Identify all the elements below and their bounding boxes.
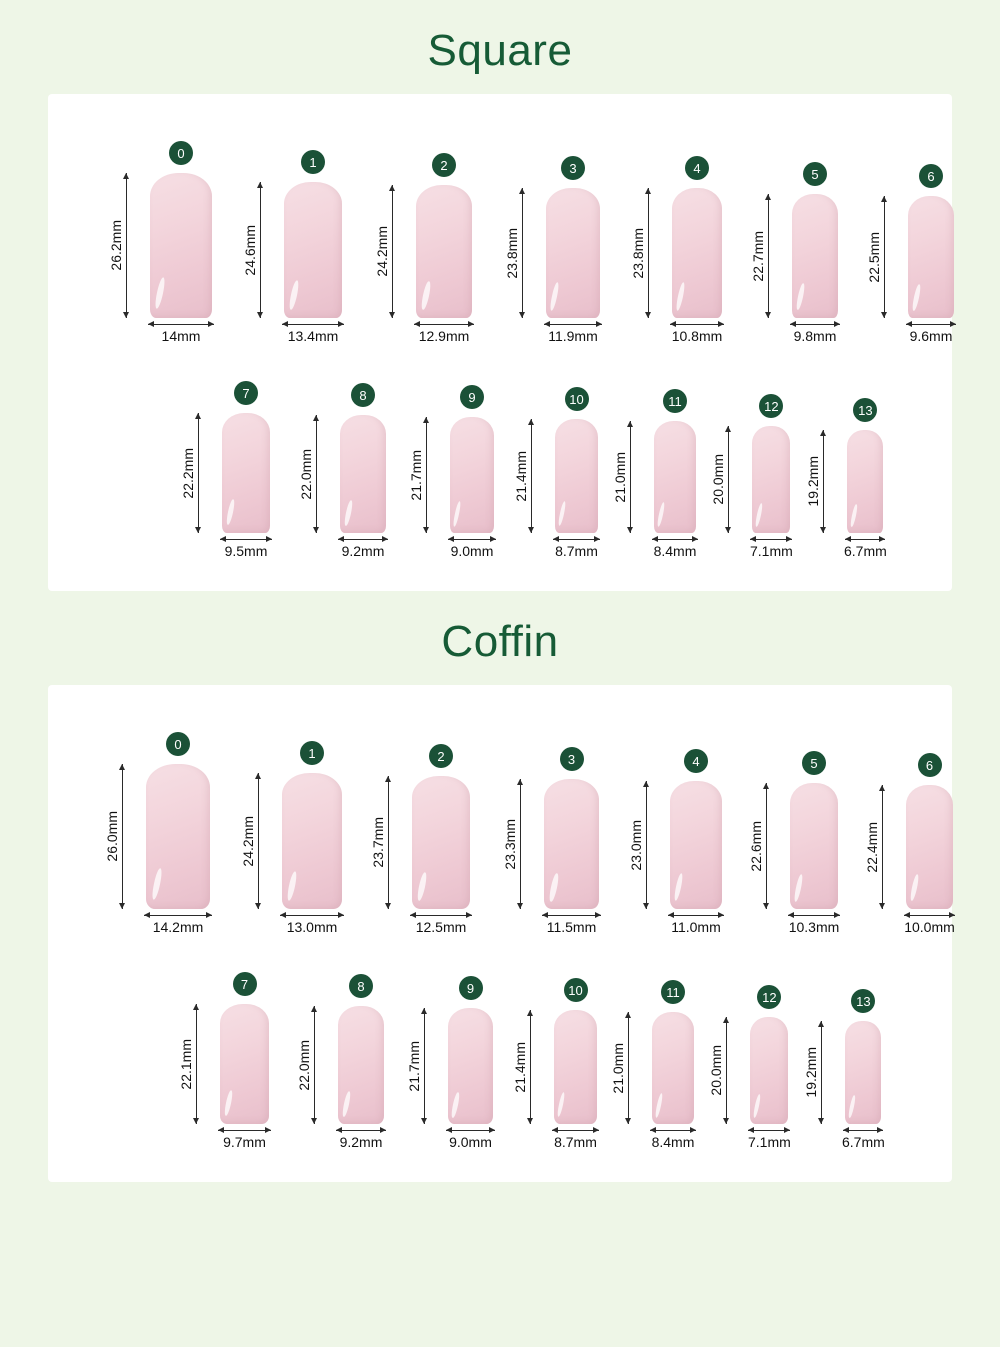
nail-size-item[interactable] xyxy=(394,976,495,1150)
size-badge: 1 xyxy=(301,150,325,174)
height-measure xyxy=(748,783,767,909)
size-badge: 4 xyxy=(684,749,708,773)
height-measure xyxy=(708,1017,727,1124)
width-measure xyxy=(448,539,496,559)
nail-highlight xyxy=(847,1095,855,1118)
nail-highlight xyxy=(451,1091,461,1117)
height-label: 21.4mm xyxy=(512,1041,528,1093)
section-coffin xyxy=(0,591,1000,1182)
height-arrow xyxy=(316,415,317,533)
size-badge: 9 xyxy=(460,385,484,409)
width-measure xyxy=(844,539,887,559)
height-arrow xyxy=(314,1006,315,1124)
nail-size-item[interactable] xyxy=(616,749,724,935)
nail-highlight xyxy=(755,503,764,527)
height-measure xyxy=(502,779,521,909)
height-label: 22.7mm xyxy=(750,230,766,282)
size-badge: 10 xyxy=(565,387,589,411)
height-arrow xyxy=(821,1021,822,1124)
size-badge: 2 xyxy=(432,153,456,177)
width-label: 9.0mm xyxy=(450,543,494,559)
width-arrow xyxy=(652,539,698,540)
width-label: 9.7mm xyxy=(223,1134,266,1150)
size-badge: 13 xyxy=(851,989,875,1013)
nail-shape xyxy=(906,785,953,909)
size-badge: 0 xyxy=(169,141,193,165)
height-label: 22.5mm xyxy=(866,231,882,283)
nail-highlight xyxy=(286,871,298,902)
width-measure xyxy=(790,324,840,344)
nail-shape xyxy=(672,188,722,318)
nail-highlight xyxy=(420,281,432,311)
width-measure xyxy=(904,915,955,935)
width-measure xyxy=(414,324,474,344)
width-arrow xyxy=(282,324,344,325)
width-label: 14mm xyxy=(161,328,201,344)
nail-row xyxy=(48,699,955,949)
width-arrow xyxy=(845,539,885,540)
size-badge: 2 xyxy=(429,744,453,768)
height-label: 22.1mm xyxy=(178,1038,194,1090)
width-arrow xyxy=(144,915,212,916)
width-label: 8.7mm xyxy=(555,543,598,559)
size-badge: 5 xyxy=(802,751,826,775)
height-arrow xyxy=(392,185,393,318)
width-measure xyxy=(650,1130,696,1150)
width-arrow xyxy=(650,1130,696,1131)
nail-highlight xyxy=(343,500,353,526)
nail-size-item[interactable] xyxy=(92,732,212,935)
width-measure xyxy=(906,324,956,344)
size-badge: 10 xyxy=(564,978,588,1002)
size-badge: 6 xyxy=(919,164,943,188)
height-label: 21.7mm xyxy=(406,1040,422,1092)
section-square xyxy=(0,0,1000,591)
width-measure xyxy=(552,1130,599,1150)
width-arrow xyxy=(148,324,214,325)
nail-shape xyxy=(146,764,210,909)
height-arrow xyxy=(630,421,631,533)
nail-highlight xyxy=(223,1090,233,1117)
nail-size-item[interactable] xyxy=(228,741,344,935)
width-label: 8.4mm xyxy=(653,543,697,559)
size-badge: 11 xyxy=(663,389,687,413)
section-title: Square xyxy=(427,26,573,75)
height-label: 24.2mm xyxy=(240,815,256,867)
height-label: 26.2mm xyxy=(108,220,124,271)
nail-shape xyxy=(282,773,342,909)
height-measure xyxy=(612,421,631,533)
nail-row xyxy=(48,108,952,358)
nail-size-item[interactable] xyxy=(790,989,885,1150)
height-label: 23.0mm xyxy=(628,819,644,871)
width-label: 7.1mm xyxy=(750,543,793,559)
nail-highlight xyxy=(225,499,235,526)
size-badge: 7 xyxy=(233,972,257,996)
nail-size-item[interactable] xyxy=(230,150,344,344)
width-arrow xyxy=(218,1130,271,1131)
nail-highlight xyxy=(793,874,803,902)
width-measure xyxy=(280,915,344,935)
height-arrow xyxy=(122,764,123,909)
nail-size-item[interactable] xyxy=(168,381,272,559)
height-arrow xyxy=(424,1008,425,1124)
nail-highlight xyxy=(150,868,163,901)
height-label: 22.0mm xyxy=(296,1039,312,1091)
nail-size-item[interactable] xyxy=(854,164,956,344)
chart-card xyxy=(48,685,955,1182)
height-arrow xyxy=(522,188,523,318)
height-label: 23.3mm xyxy=(502,818,518,870)
height-label: 19.2mm xyxy=(805,456,822,507)
nail-shape xyxy=(450,417,494,533)
size-badge: 8 xyxy=(349,974,373,998)
width-measure xyxy=(842,1130,885,1150)
width-measure xyxy=(218,1130,271,1150)
height-measure xyxy=(296,1006,315,1124)
width-label: 13.4mm xyxy=(287,328,339,344)
height-label: 21.0mm xyxy=(610,1042,626,1094)
width-label: 8.7mm xyxy=(554,1134,597,1150)
height-arrow xyxy=(648,188,649,318)
width-arrow xyxy=(670,324,724,325)
nail-highlight xyxy=(288,280,300,310)
height-measure xyxy=(864,785,883,909)
width-measure xyxy=(336,1130,386,1150)
width-label: 14.2mm xyxy=(152,919,204,935)
height-measure xyxy=(803,1021,822,1124)
nail-highlight xyxy=(548,872,559,901)
height-label: 22.4mm xyxy=(864,821,880,873)
width-arrow xyxy=(544,324,602,325)
width-arrow xyxy=(542,915,601,916)
height-label: 26.0mm xyxy=(104,811,120,862)
width-label: 9.2mm xyxy=(339,1134,383,1150)
height-measure xyxy=(108,173,127,318)
size-badge: 5 xyxy=(803,162,827,186)
nail-highlight xyxy=(675,281,686,310)
nail-row xyxy=(48,358,952,573)
height-label: 23.8mm xyxy=(504,227,520,279)
nail-highlight xyxy=(416,871,428,901)
size-badge: 8 xyxy=(351,383,375,407)
width-measure xyxy=(750,539,793,559)
width-label: 10.3mm xyxy=(788,919,840,935)
width-arrow xyxy=(668,915,724,916)
width-label: 11.0mm xyxy=(671,919,721,935)
nail-shape xyxy=(546,188,600,318)
size-badge: 3 xyxy=(560,747,584,771)
height-arrow xyxy=(628,1012,629,1124)
width-measure xyxy=(446,1130,495,1150)
height-measure xyxy=(104,764,123,909)
width-label: 6.7mm xyxy=(842,1134,885,1150)
nail-highlight xyxy=(909,874,919,902)
height-arrow xyxy=(884,196,885,318)
width-arrow xyxy=(904,915,955,916)
height-arrow xyxy=(766,783,767,909)
nail-shape xyxy=(150,173,212,318)
nail-highlight xyxy=(341,1091,351,1117)
height-arrow xyxy=(520,779,521,909)
nail-shape xyxy=(908,196,954,318)
width-arrow xyxy=(843,1130,883,1131)
nail-size-item[interactable] xyxy=(598,980,696,1150)
height-measure xyxy=(408,417,427,533)
nail-shape xyxy=(752,426,790,533)
nail-shape xyxy=(555,419,598,533)
size-badge: 11 xyxy=(661,980,685,1004)
nail-size-item[interactable] xyxy=(738,162,840,344)
height-measure xyxy=(630,188,649,318)
nail-shape xyxy=(220,1004,269,1124)
nail-shape xyxy=(340,415,386,533)
width-arrow xyxy=(552,1130,599,1131)
nail-highlight xyxy=(453,500,463,526)
width-arrow xyxy=(446,1130,495,1131)
width-arrow xyxy=(220,539,272,540)
width-label: 11.9mm xyxy=(548,328,598,344)
height-measure xyxy=(298,415,317,533)
width-measure xyxy=(748,1130,791,1150)
width-arrow xyxy=(906,324,956,325)
chart-card xyxy=(48,94,952,591)
height-label: 20.0mm xyxy=(708,1045,725,1096)
height-arrow xyxy=(823,430,824,533)
nail-shape xyxy=(670,781,722,909)
nail-shape xyxy=(847,430,883,533)
height-label: 21.4mm xyxy=(513,450,529,502)
height-arrow xyxy=(198,413,199,533)
height-measure xyxy=(240,773,259,909)
nail-size-item[interactable] xyxy=(698,394,793,559)
width-label: 9.8mm xyxy=(793,328,837,344)
height-arrow xyxy=(258,773,259,909)
height-arrow xyxy=(126,173,127,318)
width-label: 9.6mm xyxy=(909,328,953,344)
section-title: Coffin xyxy=(441,617,559,666)
nail-shape xyxy=(338,1006,384,1124)
height-measure xyxy=(628,781,647,909)
nail-size-item[interactable] xyxy=(396,385,496,559)
width-arrow xyxy=(410,915,472,916)
width-arrow xyxy=(280,915,344,916)
nail-highlight xyxy=(154,277,167,309)
nail-shape xyxy=(222,413,270,533)
width-arrow xyxy=(336,1130,386,1131)
height-measure xyxy=(242,182,261,318)
height-label: 21.7mm xyxy=(408,449,424,501)
height-arrow xyxy=(530,1010,531,1124)
width-label: 6.7mm xyxy=(844,543,887,559)
nail-shape xyxy=(544,779,599,909)
nail-shape xyxy=(284,182,342,318)
width-measure xyxy=(652,539,698,559)
height-label: 21.0mm xyxy=(612,451,628,503)
nail-shape xyxy=(792,194,838,318)
height-arrow xyxy=(196,1004,197,1124)
height-arrow xyxy=(726,1017,727,1124)
nail-size-item[interactable] xyxy=(96,141,214,344)
size-badge: 7 xyxy=(234,381,258,405)
height-measure xyxy=(370,776,389,909)
size-badge: 12 xyxy=(759,394,783,418)
height-label: 23.8mm xyxy=(630,227,646,279)
height-measure xyxy=(513,419,532,533)
width-label: 13.0mm xyxy=(286,919,338,935)
width-label: 12.9mm xyxy=(418,328,470,344)
nail-size-item[interactable] xyxy=(358,744,472,935)
nail-highlight xyxy=(673,873,684,902)
size-badge: 3 xyxy=(561,156,585,180)
height-arrow xyxy=(531,419,532,533)
nail-highlight xyxy=(557,1092,566,1117)
width-measure xyxy=(553,539,600,559)
height-arrow xyxy=(388,776,389,909)
nail-shape xyxy=(654,421,696,533)
nail-size-item[interactable] xyxy=(792,398,887,559)
nail-highlight xyxy=(558,501,567,526)
nail-highlight xyxy=(795,283,805,311)
size-badge: 4 xyxy=(685,156,709,180)
width-arrow xyxy=(748,1130,790,1131)
width-label: 10.0mm xyxy=(904,919,955,935)
height-arrow xyxy=(426,417,427,533)
nail-size-item[interactable] xyxy=(736,751,840,935)
width-measure xyxy=(220,539,272,559)
height-measure xyxy=(610,1012,629,1124)
width-label: 8.4mm xyxy=(651,1134,695,1150)
nail-size-item[interactable] xyxy=(362,153,474,344)
height-measure xyxy=(374,185,393,318)
width-measure xyxy=(410,915,472,935)
nail-shape xyxy=(652,1012,694,1124)
nail-size-item[interactable] xyxy=(696,985,791,1150)
width-measure xyxy=(670,324,724,344)
width-measure xyxy=(544,324,602,344)
height-measure xyxy=(406,1008,425,1124)
nail-highlight xyxy=(753,1094,762,1118)
size-badge: 0 xyxy=(166,732,190,756)
nail-shape xyxy=(750,1017,788,1124)
height-arrow xyxy=(260,182,261,318)
nail-shape xyxy=(554,1010,597,1124)
width-arrow xyxy=(553,539,600,540)
height-measure xyxy=(504,188,523,318)
size-badge: 12 xyxy=(757,985,781,1009)
height-arrow xyxy=(646,781,647,909)
width-label: 12.5mm xyxy=(415,919,467,935)
nail-size-item[interactable] xyxy=(500,978,599,1150)
height-label: 24.2mm xyxy=(374,226,390,277)
size-badge: 1 xyxy=(300,741,324,765)
width-label: 10.8mm xyxy=(671,328,723,344)
height-arrow xyxy=(768,194,769,318)
width-arrow xyxy=(790,324,840,325)
width-label: 9.5mm xyxy=(224,543,268,559)
width-measure xyxy=(542,915,601,935)
width-label: 9.2mm xyxy=(341,543,385,559)
nail-size-item[interactable] xyxy=(284,974,386,1150)
nail-size-item[interactable] xyxy=(286,383,388,559)
width-measure xyxy=(282,324,344,344)
height-arrow xyxy=(728,426,729,533)
width-measure xyxy=(338,539,388,559)
size-badge: 9 xyxy=(459,976,483,1000)
nail-shape xyxy=(412,776,470,909)
height-arrow xyxy=(882,785,883,909)
height-label: 23.7mm xyxy=(370,817,386,868)
nail-size-item[interactable] xyxy=(618,156,724,344)
width-label: 7.1mm xyxy=(748,1134,791,1150)
height-measure xyxy=(866,196,885,318)
nail-highlight xyxy=(849,504,857,527)
nail-shape xyxy=(448,1008,493,1124)
nail-shape xyxy=(416,185,472,318)
height-measure xyxy=(180,413,199,533)
nail-size-item[interactable] xyxy=(600,389,698,559)
height-measure xyxy=(805,430,824,533)
height-measure xyxy=(178,1004,197,1124)
width-arrow xyxy=(448,539,496,540)
nail-highlight xyxy=(657,501,666,526)
width-measure xyxy=(148,324,214,344)
nail-row xyxy=(48,949,952,1164)
height-label: 24.6mm xyxy=(242,224,258,276)
width-arrow xyxy=(338,539,388,540)
width-measure xyxy=(788,915,840,935)
nail-size-item[interactable] xyxy=(490,747,601,935)
nail-size-item[interactable] xyxy=(166,972,271,1150)
width-arrow xyxy=(414,324,474,325)
size-badge: 13 xyxy=(853,398,877,422)
size-badge: 6 xyxy=(918,753,942,777)
height-label: 20.0mm xyxy=(710,454,727,505)
nail-shape xyxy=(845,1021,881,1124)
width-label: 9.0mm xyxy=(449,1134,492,1150)
height-measure xyxy=(710,426,729,533)
height-label: 22.2mm xyxy=(180,447,196,499)
height-label: 22.0mm xyxy=(298,448,314,500)
nail-highlight xyxy=(655,1092,664,1117)
height-label: 22.6mm xyxy=(748,820,764,872)
height-measure xyxy=(750,194,769,318)
width-arrow xyxy=(788,915,840,916)
nail-size-item[interactable] xyxy=(492,156,602,344)
height-label: 19.2mm xyxy=(803,1047,820,1098)
width-measure xyxy=(668,915,724,935)
nail-shape xyxy=(790,783,838,909)
width-measure xyxy=(144,915,212,935)
nail-size-item[interactable] xyxy=(501,387,600,559)
nail-highlight xyxy=(550,281,561,310)
width-label: 11.5mm xyxy=(546,919,597,935)
nail-highlight xyxy=(911,284,921,311)
height-measure xyxy=(512,1010,531,1124)
width-arrow xyxy=(750,539,792,540)
nail-size-item[interactable] xyxy=(852,753,955,935)
